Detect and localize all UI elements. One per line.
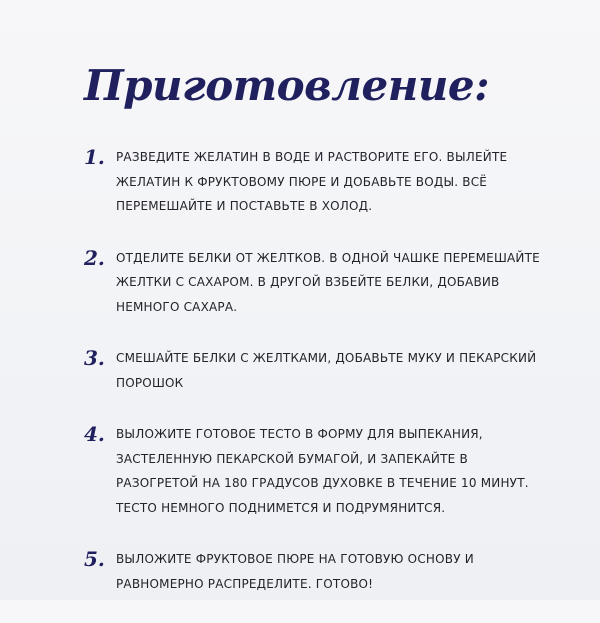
step-item-2 xyxy=(84,246,544,320)
step-text: СМЕШАЙТЕ БЕЛКИ С ЖЕЛТКАМИ, ДОБАВЬТЕ МУКУ И ПЕКАРСКИЙ ПОРОШОК xyxy=(116,351,537,390)
step-item-5 xyxy=(84,547,544,596)
step-item-3 xyxy=(84,346,544,395)
step-item-4 xyxy=(84,422,544,520)
step-number: 4. xyxy=(84,422,105,446)
step-number: 2. xyxy=(84,245,105,270)
page-title: Приготовление: xyxy=(84,61,490,110)
step-text: ВЫЛОЖИТЕ ГОТОВОЕ ТЕСТО В ФОРМУ ДЛЯ ВЫПЕКАНИЯ, ЗАСТЕЛЕННУЮ ПЕКАРСКОЙ БУМАГОЙ, И ЗАПЕКАЙТЕ В РАЗОГРЕТОЙ НА 180 ГРАДУСОВ ДУХОВКЕ В ТЕЧЕНИЕ 10 МИНУТ. ТЕСТО НЕМНОГО ПОДНИМЕТСЯ И ПОДРУМЯНИТСЯ. xyxy=(116,427,529,515)
step-text: ВЫЛОЖИТЕ ФРУКТОВОЕ ПЮРЕ НА ГОТОВУЮ ОСНОВУ И РАВНОМЕРНО РАСПРЕДЕЛИТЕ. ГОТОВО! xyxy=(116,552,474,591)
step-text: РАЗВЕДИТЕ ЖЕЛАТИН В ВОДЕ И РАСТВОРИТЕ ЕГО. ВЫЛЕЙТЕ ЖЕЛАТИН К ФРУКТОВОМУ ПЮРЕ И ДОБАВЬТЕ ВОДЫ. ВСЁ ПЕРЕМЕШАЙТЕ И ПОСТАВЬТЕ В ХОЛОД. xyxy=(116,150,508,213)
step-item-1 xyxy=(84,145,544,219)
step-number: 1. xyxy=(84,145,105,169)
step-number: 3. xyxy=(84,346,105,370)
step-number: 5. xyxy=(84,547,105,571)
steps-list xyxy=(84,145,544,623)
step-text: ОТДЕЛИТЕ БЕЛКИ ОТ ЖЕЛТКОВ. В ОДНОЙ ЧАШКЕ ПЕРЕМЕШАЙТЕ ЖЕЛТКИ С САХАРОМ. В ДРУГОЙ ВЗБЕЙТЕ БЕЛКИ, ДОБАВИВ НЕМНОГО САХАРА. xyxy=(116,250,540,314)
